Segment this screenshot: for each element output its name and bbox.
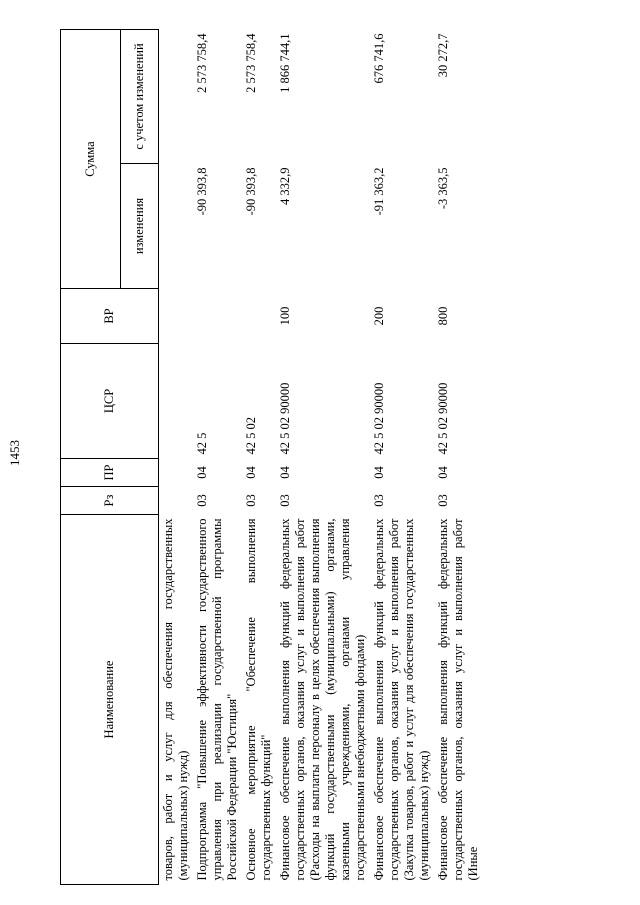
row-rz: 03 xyxy=(195,494,209,507)
row-change: -91 363,2 xyxy=(372,167,386,216)
header-csr: ЦСР xyxy=(61,344,159,459)
row-rz xyxy=(159,487,194,515)
table-frame xyxy=(60,30,590,885)
row-csr xyxy=(159,344,194,459)
header-vr: ВР xyxy=(61,289,159,344)
row-vr: 800 xyxy=(436,306,450,326)
header-with-change: с учетом изменений xyxy=(121,30,159,164)
row-change: -90 393,8 xyxy=(244,167,258,216)
row-pr: 04 xyxy=(278,466,292,479)
row-total: 2 573 758,4 xyxy=(195,33,209,93)
header-change: изменения xyxy=(121,164,159,289)
row-name: Подпрограмма "Повышение эффективности государственного управления при реализации государственной программы Российской Федерации "Юстиция" xyxy=(195,518,239,881)
row-csr: 42 5 02 90000 xyxy=(436,382,450,455)
row-change: -3 363,5 xyxy=(436,167,450,210)
table-row xyxy=(276,30,370,885)
row-csr: 42 5 xyxy=(195,432,209,455)
table-row xyxy=(434,30,483,885)
row-total xyxy=(159,30,194,164)
row-csr: 42 5 02 90000 xyxy=(372,382,386,455)
table-row xyxy=(242,30,276,885)
row-pr xyxy=(159,459,194,487)
header-name: Наименование xyxy=(61,515,159,885)
row-vr xyxy=(193,289,242,344)
row-name: Основное мероприятие "Обеспечение выполнения государственных функций" xyxy=(244,518,273,881)
table-row xyxy=(370,30,434,885)
row-pr: 04 xyxy=(436,466,450,479)
row-vr xyxy=(242,289,276,344)
row-rz: 03 xyxy=(436,494,450,507)
table-row xyxy=(193,30,242,885)
row-name: Финансовое обеспечение выполнения функций федеральных государственных органов, оказания услуг и выполнения работ (Расходы на выплаты персоналу в целях обеспечения выполнения функций государственными (муниципальными) органами, казенными учреждениями, органами управления государственными внебюджетными фондами) xyxy=(278,518,367,881)
row-name: товаров, работ и услуг для обеспечения государственных (муниципальных) нужд) xyxy=(161,518,190,881)
row-rz: 03 xyxy=(278,494,292,507)
row-change xyxy=(159,164,194,289)
rotated-sheet xyxy=(60,30,590,885)
row-total: 2 573 758,4 xyxy=(244,33,258,93)
table-row xyxy=(159,30,194,885)
page-number: 1453 xyxy=(7,440,22,466)
row-total: 30 272,7 xyxy=(436,33,450,78)
row-vr: 200 xyxy=(372,306,386,326)
row-pr: 04 xyxy=(195,466,209,479)
row-vr: 100 xyxy=(278,306,292,326)
row-vr xyxy=(159,289,194,344)
header-pr: ПР xyxy=(61,459,159,487)
row-change: 4 332,9 xyxy=(278,167,292,205)
row-csr: 42 5 02 90000 xyxy=(278,382,292,455)
row-name: Финансовое обеспечение выполнения функций федеральных государственных органов, оказания услуг и выполнения работ (Закупка товаров, работ и услуг для обеспечения государственных (муниципальных) нужд) xyxy=(372,518,431,881)
row-name: Финансовое обеспечение выполнения функций федеральных государственных органов, оказания услуг и выполнения работ (Иные xyxy=(436,518,480,881)
row-rz: 03 xyxy=(244,494,258,507)
header-rz: Рз xyxy=(61,487,159,515)
budget-table xyxy=(60,29,483,885)
row-rz: 03 xyxy=(372,494,386,507)
row-pr: 04 xyxy=(372,466,386,479)
row-pr: 04 xyxy=(244,466,258,479)
header-sum: Сумма xyxy=(61,30,121,289)
row-total: 1 866 744,1 xyxy=(278,33,292,93)
row-total: 676 741,6 xyxy=(372,33,386,84)
row-csr: 42 5 02 xyxy=(244,417,258,455)
row-change: -90 393,8 xyxy=(195,167,209,216)
